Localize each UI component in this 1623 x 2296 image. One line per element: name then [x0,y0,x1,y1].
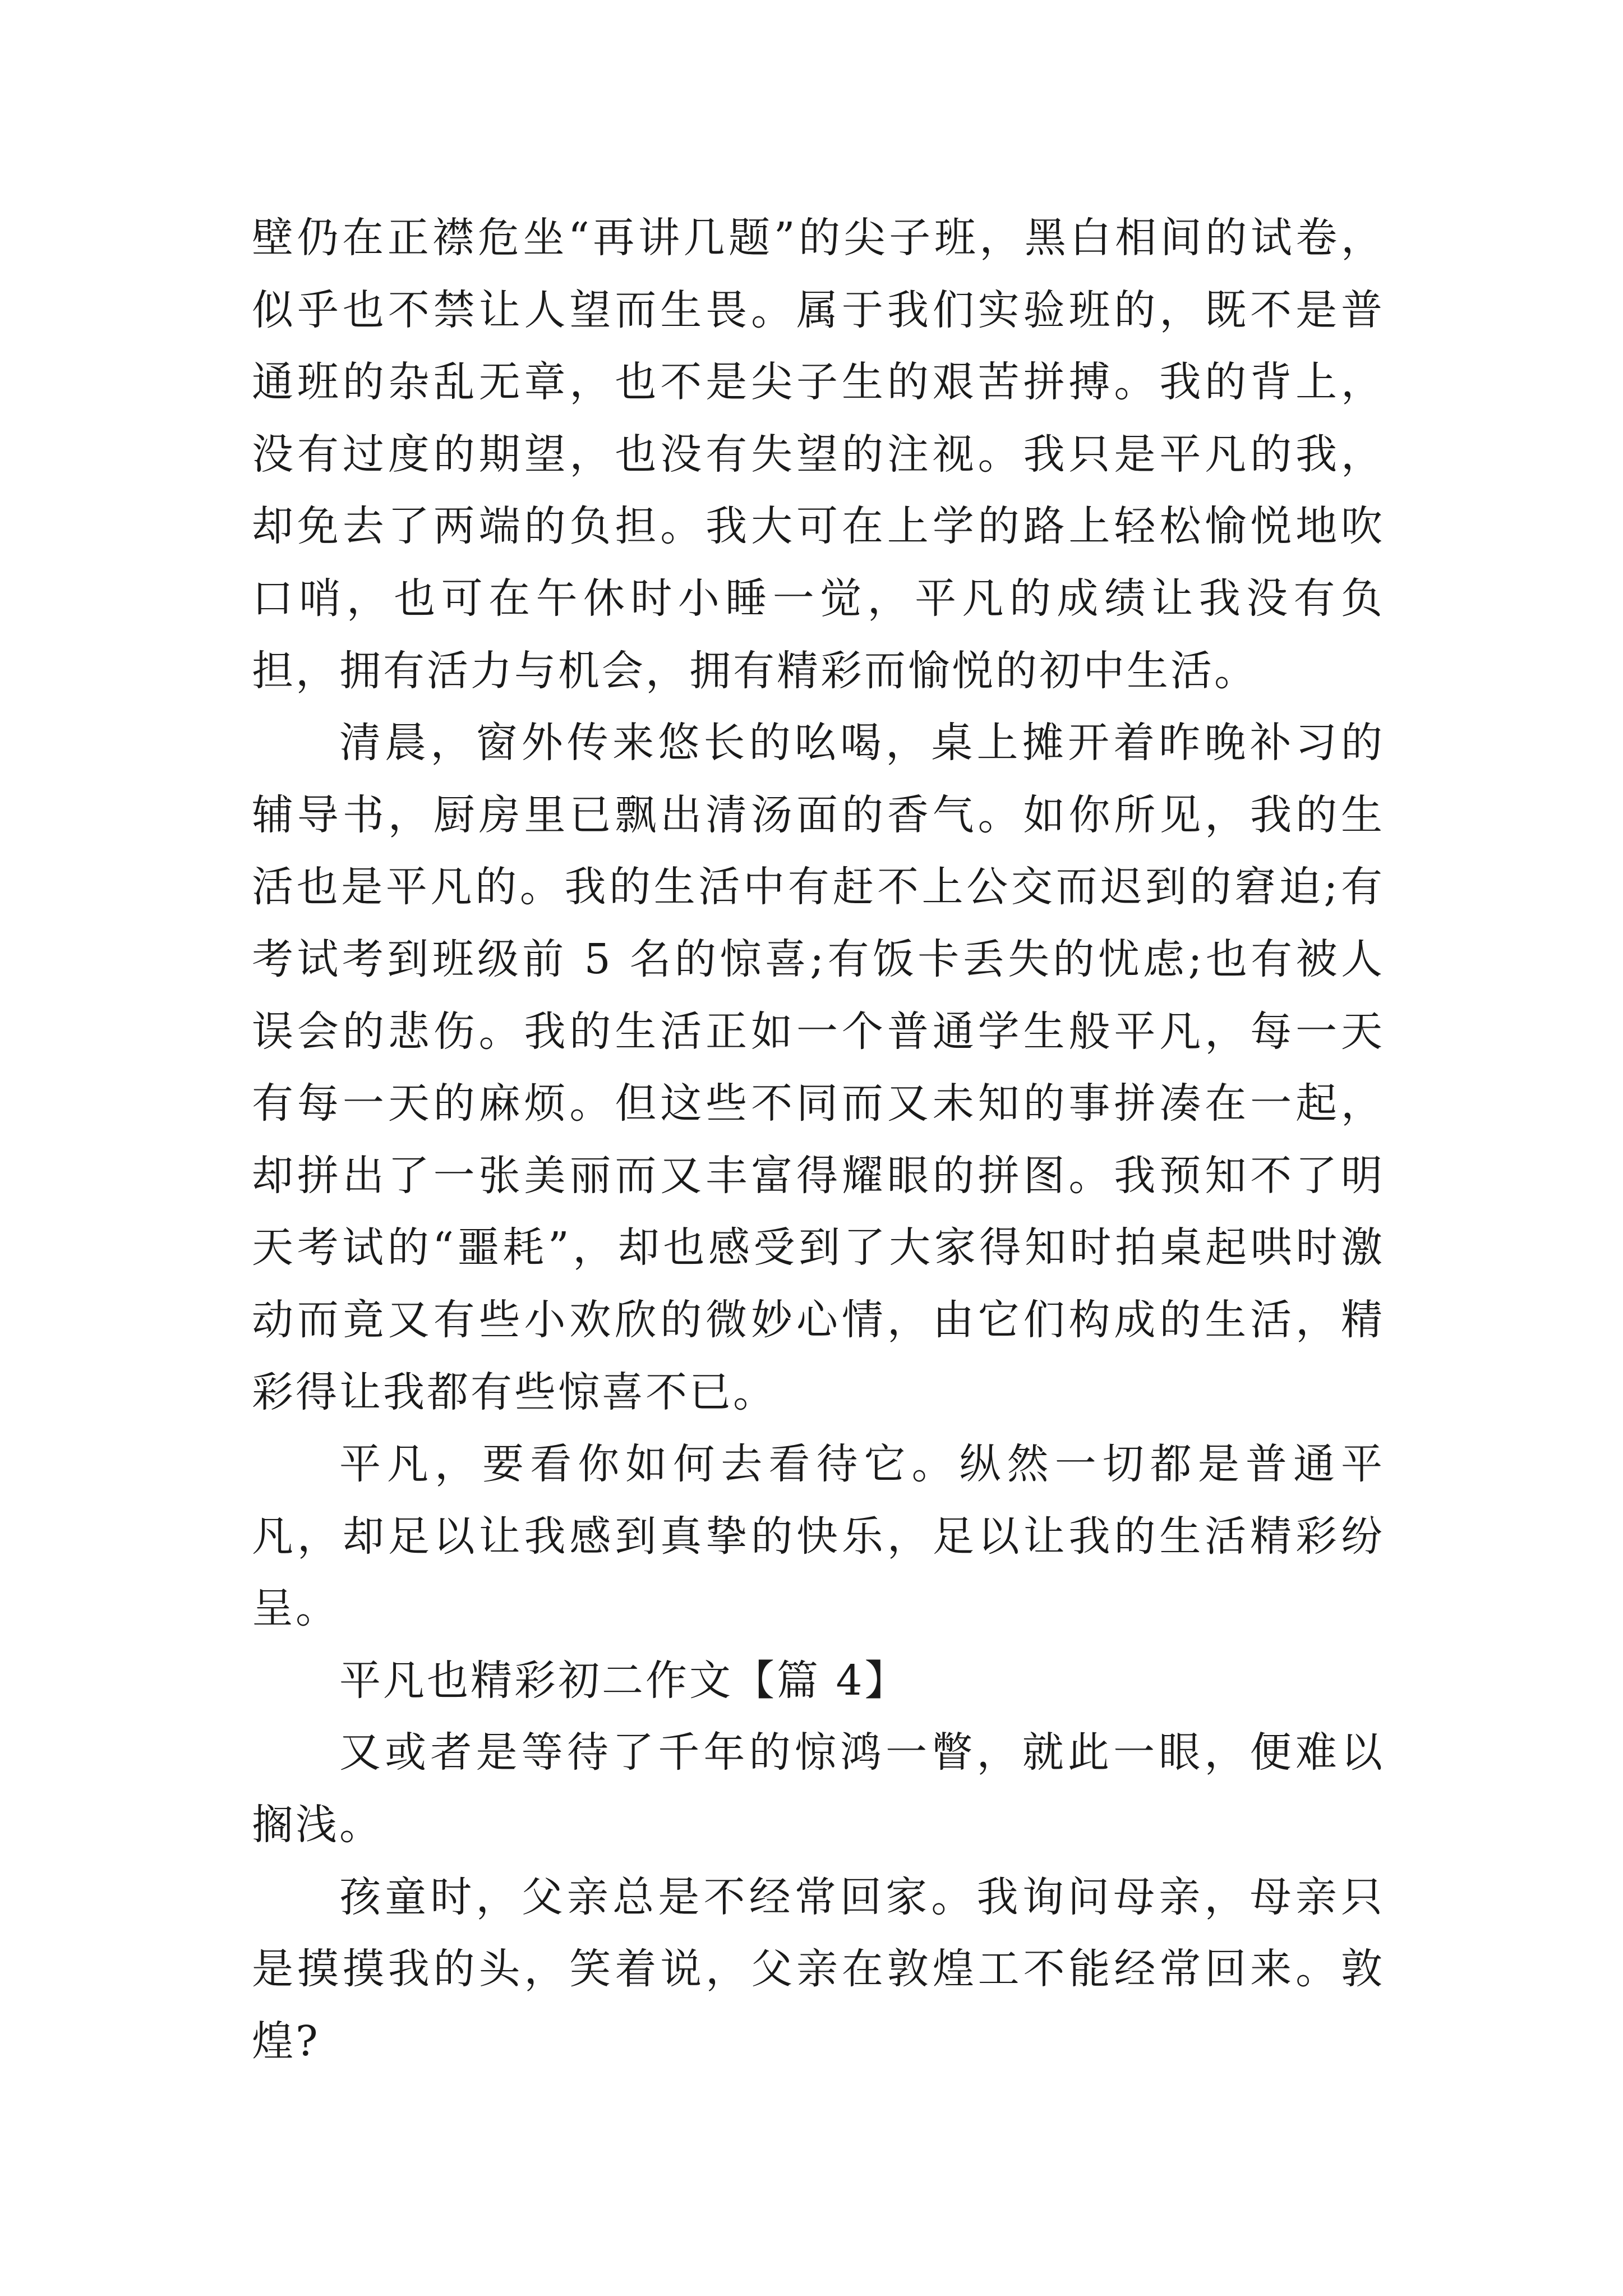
section-heading: 平凡也精彩初二作文【篇 4】 [339,1656,909,1705]
paragraph-1: 壁仍在正襟危坐“再讲几题”的尖子班，黑白相间的试卷，似乎也不禁让人望而生畏。属于我们实验班的，既不是普通班的杂乱无章，也不是尖子生的艰苦拼搏。我的背上，没有过度的期望，也没有失望的注视。我只是平凡的我，却免去了两端的负担。我大可在上学的路上轻松愉悦地吹口哨，也可在午休时小睡一觉，平凡的成绩让我没有负担，拥有活力与机会，拥有精彩而愉悦的初中生活。 [252,214,1385,695]
paragraph-6: 孩童时，父亲总是不经常回家。我询问母亲，母亲只是摸摸我的头，笑着说，父亲在敦煌工不能经常回来。敦煌? [252,1872,1385,2065]
paragraph-5: 又或者是等待了千年的惊鸿一瞥，就此一眼，便难以搁浅。 [252,1728,1385,1849]
paragraph-3: 平凡，要看你如何去看待它。纵然一切都是普通平凡，却足以让我感到真挚的快乐，足以让我的生活精彩纷呈。 [252,1440,1385,1633]
paragraph-2: 清晨，窗外传来悠长的吆喝，桌上摊开着昨晚补习的辅导书，厨房里已飘出清汤面的香气。如你所见，我的生活也是平凡的。我的生活中有赶不上公交而迟到的窘迫;有考试考到班级前 5 名的惊喜;有饭卡丢失的忧虑;也有被人误会的悲伤。我的生活正如一个普通学生般平凡，每一天有每一天的麻烦。但这些不同而又未知的事拼凑在一起，却拼出了一张美丽而又丰富得耀眼的拼图。我预知不了明天考试的“噩耗”，却也感受到了大家得知时拍桌起哄时激动而竟又有些小欢欣的微妙心情，由它们构成的生活，精彩得让我都有些惊喜不已。 [252,719,1385,1416]
document-body [252,202,1385,2077]
